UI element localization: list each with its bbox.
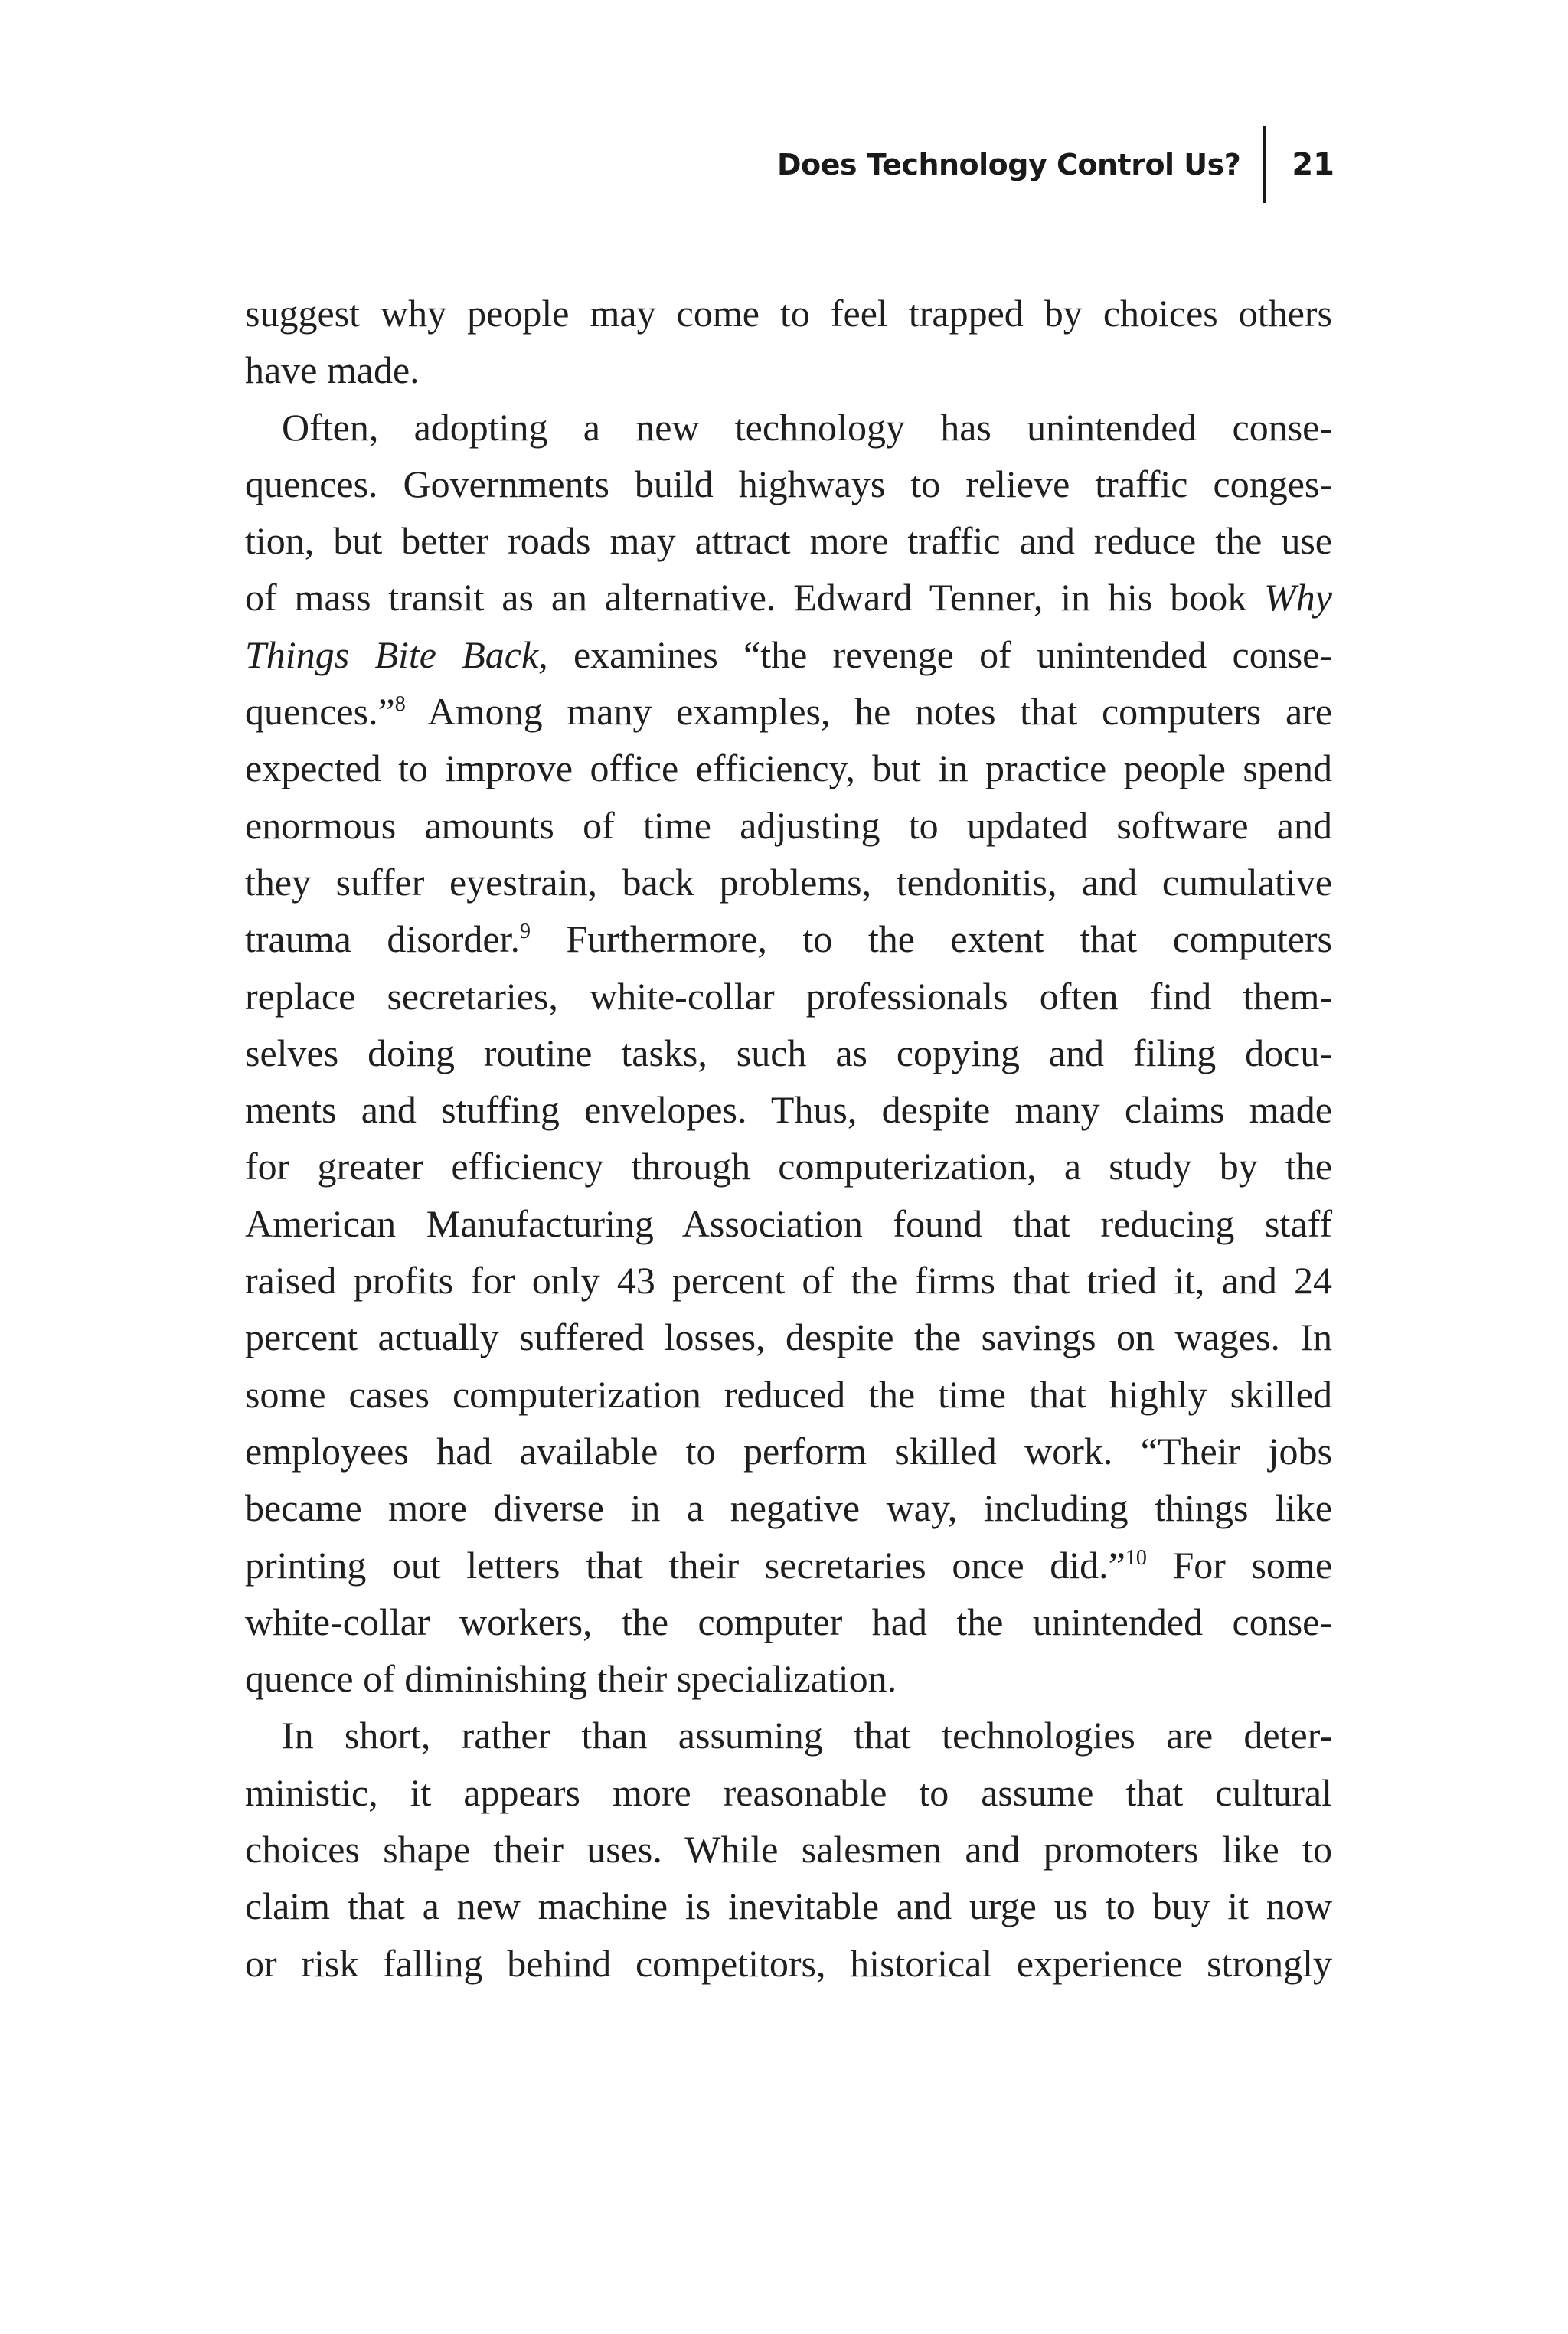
text-line: expected to improve office efficiency, but in practice people spend [245,747,1332,790]
text-line: have made. [245,348,420,392]
text-line: percent actually suffered losses, despite the savings on wages. In [245,1316,1332,1359]
footnote-ref: 8 [394,692,406,717]
text-line: became more diverse in a negative way, including things like [245,1486,1332,1530]
text-line: white-collar workers, the computer had the unintended conse- [245,1600,1332,1643]
text-line: ministic, it appears more reasonable to assume that cultural [245,1770,1332,1814]
text-line: selves doing routine tasks, such as copying and filing docu- [245,1031,1332,1074]
text-line: Things Bite Back, examines “the revenge of unintended conse- [245,633,1332,676]
text-line: tion, but better roads may attract more traffic and reduce the use [245,519,1332,563]
text-line: Often, adopting a new technology has unintended conse- [282,405,1332,449]
running-head-title: Does Technology Control Us? [777,148,1241,181]
book-title-italic: Why [1264,576,1332,619]
text-line: or risk falling behind competitors, historical experience strongly [245,1941,1332,1985]
book-title-italic: Things Bite Back, [245,633,548,676]
text-line: they suffer eyestrain, back problems, tendonitis, and cumulative [245,860,1332,904]
text-line: quences.”$^8$ Among many examples, he notes that computers are [245,690,1332,734]
text-line: claim that a new machine is inevitable and urge us to buy it now [245,1885,1332,1928]
text-line: trauma disorder.$^9$ Furthermore, to the extent that computers [245,917,1333,961]
paragraph-1 [245,285,1332,399]
running-head-divider [1263,126,1266,203]
text-line: ments and stuffing envelopes. Thus, despite many claims made [245,1088,1332,1132]
body-text [245,285,1332,1992]
text-line: In short, rather than assuming that technologies are deter- [282,1714,1332,1757]
text-line: raised profits for only 43 percent of the firms that tried it, and 24 [245,1259,1332,1303]
text-line: quences. Governments build highways to relieve traffic conges- [245,462,1332,505]
text-line: employees had available to perform skilled work. “Their jobs [245,1429,1332,1473]
text-line: American Manufacturing Association found that reducing staff [245,1201,1332,1245]
text-line: for greater efficiency through computerization, a study by the [245,1145,1332,1188]
text-line: some cases computerization reduced the time that highly skilled [245,1372,1332,1416]
text-line: enormous amounts of time adjusting to updated software and [245,803,1332,847]
text-line: suggest why people may come to feel trapped by choices others [245,292,1332,335]
footnote-ref: 9 [519,920,531,944]
page-number: 21 [1292,147,1334,182]
running-head [777,130,1334,199]
text-line: quence of diminishing their specialization. [245,1657,897,1701]
text-line: printing out letters that their secretaries once did.”$^{10}$ For some [245,1543,1333,1587]
footnote-ref: 10 [1125,1545,1147,1570]
paragraph-3 [245,1707,1332,1991]
text-line: of mass transit as an alternative. Edward Tenner, in his book Why [245,576,1332,619]
paragraph-2 [245,399,1332,1708]
text-line: replace secretaries, white-collar professionals often find them- [245,974,1332,1018]
text-line: choices shape their uses. While salesmen and promoters like to [245,1828,1332,1871]
